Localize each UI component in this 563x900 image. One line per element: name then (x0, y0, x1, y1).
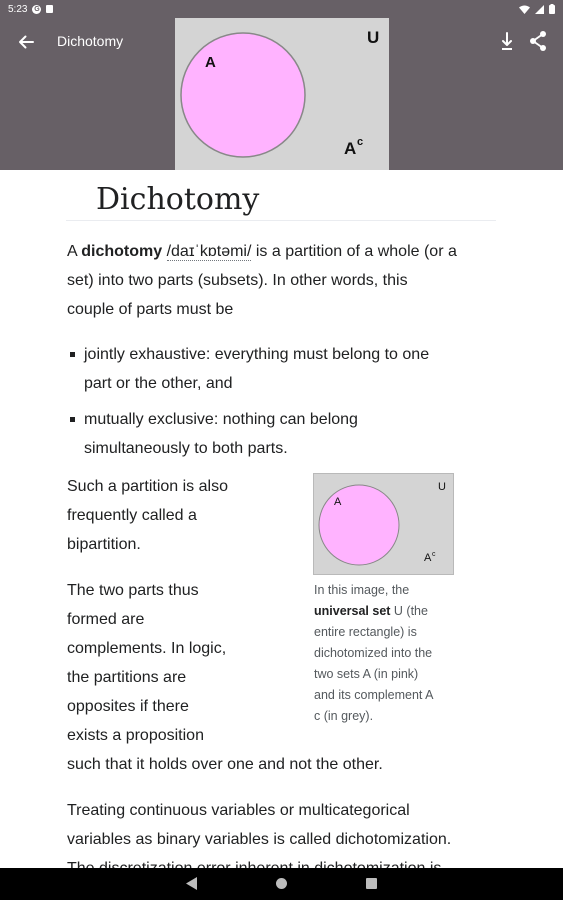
download-icon[interactable] (499, 30, 515, 52)
bullet-marker (70, 417, 75, 422)
para3-line-2: formed are (67, 611, 145, 628)
intro-text: is a partition of a whole (or a (251, 243, 457, 260)
article-content (0, 170, 563, 868)
caption-line: universal set U (the (314, 604, 428, 618)
para3-line-6: exists a proposition (67, 727, 204, 744)
caption-line: and its complement A (314, 688, 434, 702)
title-divider (66, 220, 496, 221)
intro-line-2: set) into two parts (subsets). In other words, this (67, 272, 408, 289)
venn-diagram-figure[interactable] (313, 473, 454, 575)
para3-line-1: The two parts thus (67, 582, 199, 599)
toolbar-title: Dichotomy (57, 33, 124, 49)
caption-line: entire rectangle) is (314, 625, 417, 639)
para3-line-5: opposites if there (67, 698, 189, 715)
para2-line-1: Such a partition is also (67, 478, 228, 495)
caption-line: c (in grey). (314, 709, 374, 723)
para4-line-2: variables as binary variables is called dichotomization. (67, 831, 452, 848)
bullet-2-line-2: simultaneously to both parts. (84, 440, 288, 457)
nav-recents-icon[interactable] (366, 878, 377, 889)
page-title: Dichotomy (96, 182, 260, 217)
nav-back-icon[interactable] (186, 877, 198, 890)
lead-image[interactable] (175, 18, 389, 170)
status-time: 5:23 (8, 3, 28, 15)
figure-complement-sup: c (432, 551, 436, 558)
para4-line-1: Treating continuous variables or multicategorical (67, 802, 410, 819)
pronunciation-link[interactable]: /daɪˈkɒtəmi/ (166, 243, 252, 260)
caption-line: two sets A (in pink) (314, 667, 419, 681)
para2-line-3: bipartition. (67, 536, 141, 553)
intro-text: A (67, 243, 82, 260)
lead-set-a-label: A (205, 54, 216, 71)
lead-universe-label: U (367, 28, 380, 47)
para2-line-2: frequently called a (67, 507, 197, 524)
intro-line-1 (67, 237, 457, 266)
lead-set-a-circle (181, 33, 305, 157)
system-nav-bar (0, 868, 563, 900)
bullet-1-line-1: jointly exhaustive: everything must belong to one (84, 346, 430, 363)
g-notification-icon: G (34, 5, 40, 13)
figure-set-a-label: A (334, 496, 342, 508)
intro-line-3: couple of parts must be (67, 301, 234, 318)
battery-icon (549, 4, 555, 14)
signal-icon (535, 5, 544, 14)
status-bar (0, 0, 563, 18)
para3-line-4: the partitions are (67, 669, 187, 686)
share-icon[interactable] (527, 30, 549, 52)
bullet-marker (70, 352, 75, 357)
bullet-2-line-1: mutually exclusive: nothing can belong (84, 411, 358, 428)
bullet-1-line-2: part or the other, and (84, 375, 233, 392)
sd-card-icon (46, 5, 53, 13)
figure-complement-label: A (424, 552, 432, 564)
figure-set-a-circle (319, 485, 399, 565)
lead-complement-label: A (344, 139, 357, 158)
wifi-icon (519, 5, 530, 14)
lead-complement-sup: c (357, 136, 364, 148)
article-header (0, 18, 563, 170)
figure-caption (314, 580, 464, 727)
para3-line-3: complements. In logic, (67, 640, 227, 657)
caption-line: In this image, the (314, 583, 410, 597)
caption-line: dichotomized into the (314, 646, 433, 660)
figure-universe-label: U (438, 481, 446, 493)
nav-home-icon[interactable] (276, 878, 287, 889)
universal-set-link[interactable]: universal set (314, 604, 391, 618)
para3-line-7: such that it holds over one and not the other. (67, 756, 383, 773)
back-arrow-icon[interactable] (16, 32, 36, 52)
bold-term: dichotomy (81, 243, 163, 260)
